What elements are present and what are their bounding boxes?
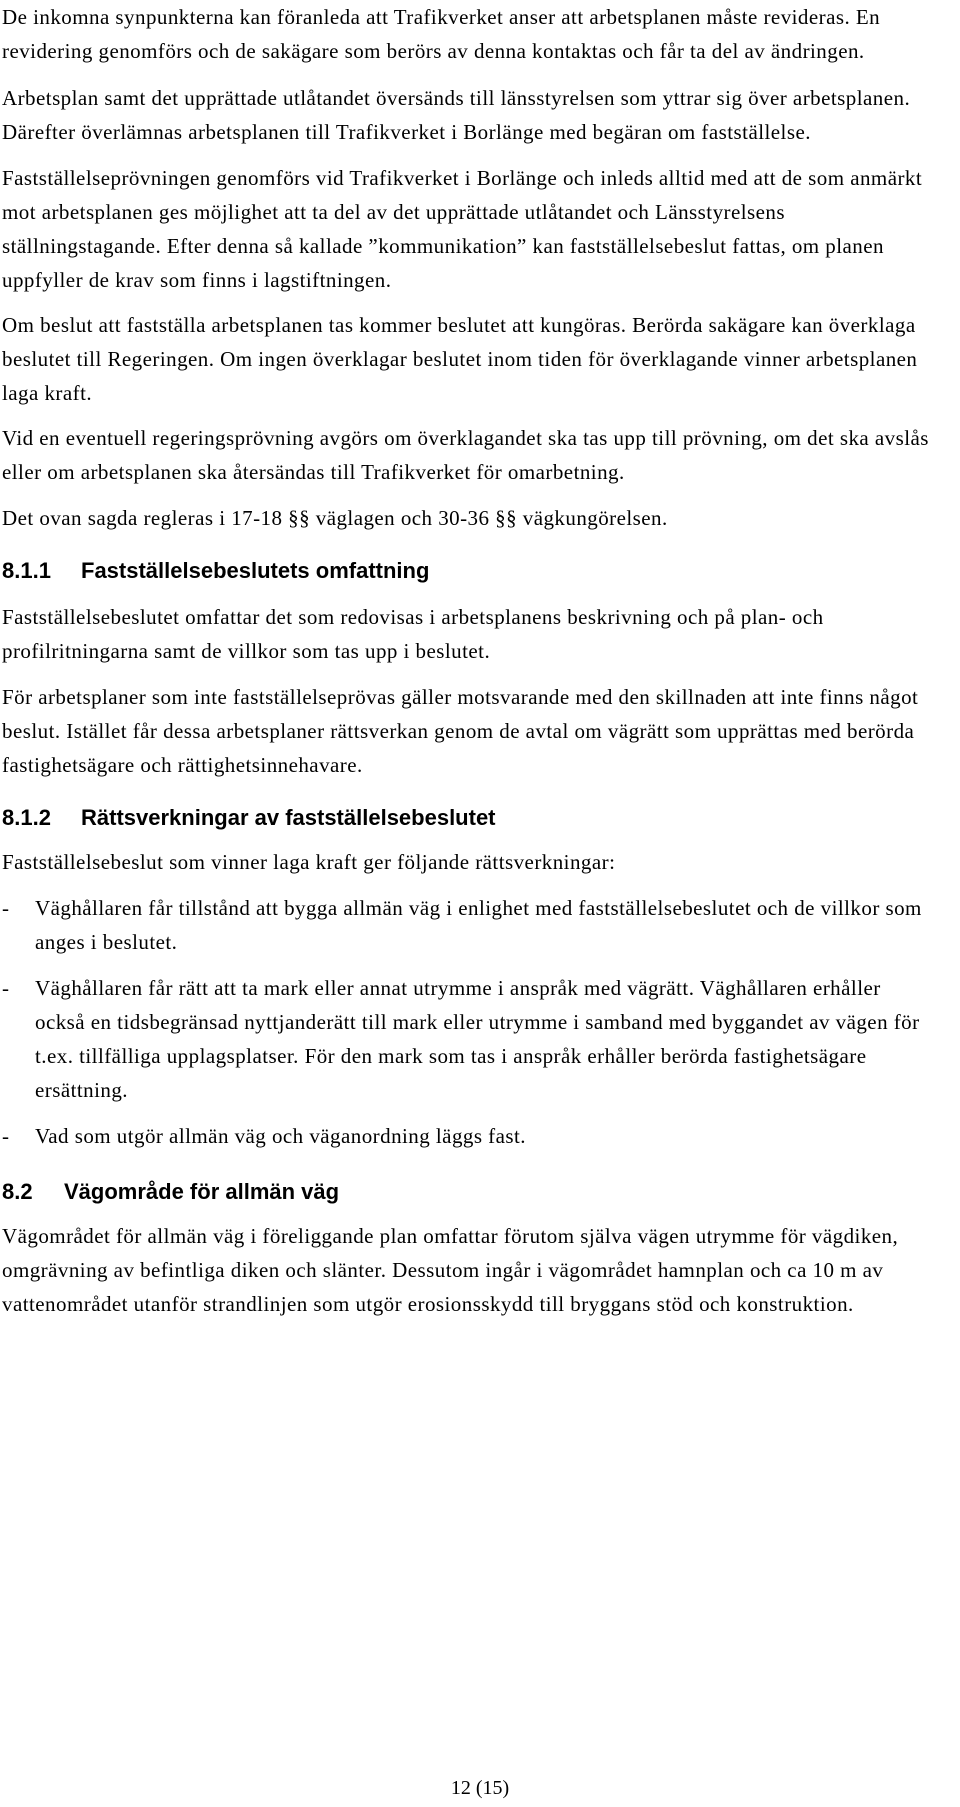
paragraph: Fastställelsebeslutet omfattar det som redovisas i arbetsplanens beskrivning och på plan- och profilritningarna samt de villkor som tas upp i beslutet. [2,605,824,663]
list-dash: - [2,976,10,1000]
section-heading-8-1-2 [0,803,940,833]
consequences-list [0,891,940,1153]
list-item-text: Väghållaren får rätt att ta mark eller annat utrymme i anspråk med vägrätt. Väghållaren erhåller också en tidsbegränsad nyttjanderätt till mark eller utrymme i samband med byggandet av vägen för t.ex. tillfälliga upplagsplatser. För den mark som tas i anspråk erhåller berörda fastighetsägare ersättning. [35,976,920,1102]
list-item [0,971,935,1107]
section-title: Vägområde för allmän väg [64,1179,340,1204]
section-title: Rättsverkningar av fastställelsebeslutet [81,805,496,830]
list-item-text: Väghållaren får tillstånd att bygga allmän väg i enlighet med fastställelsebeslutet och de villkor som anges i beslutet. [35,896,922,954]
list-item [0,1119,935,1153]
paragraph: Arbetsplan samt det upprättade utlåtandet översänds till länsstyrelsen som yttrar sig över arbetsplanen. Därefter överlämnas arbetsplanen till Trafikverket i Borlänge med begäran om fastställelse. [2,86,911,144]
list-item-text: Vad som utgör allmän väg och väganordning läggs fast. [35,1124,526,1148]
list-item [0,891,935,959]
paragraph: Det ovan sagda regleras i 17-18 §§ väglagen och 30-36 §§ vägkungörelsen. [2,506,668,530]
section-number: 8.1.2 [2,805,51,830]
page-number: 12 (15) [450,1777,510,1799]
paragraph: Om beslut att fastställa arbetsplanen tas kommer beslutet att kungöras. Berörda sakägare kan överklaga beslutet till Regeringen. Om ingen överklagar beslutet inom tiden för överklagande vinner arbetsplanen laga kraft. [2,313,918,405]
list-dash: - [2,1124,10,1148]
paragraph: Fastställelsebeslut som vinner laga kraft ger följande rättsverkningar: [2,850,616,874]
paragraph: Vägområdet för allmän väg i föreliggande plan omfattar förutom själva vägen utrymme för vägdiken, omgrävning av befintliga diken och slänter. Dessutom ingår i vägområdet hamnplan och ca 10 m av vattenområdet utanför strandlinjen som utgör erosionsskydd till bryggans stöd och konstruktion. [2,1224,899,1316]
paragraph: Vid en eventuell regeringsprövning avgörs om överklagandet ska tas upp till prövning, om det ska avslås eller om arbetsplanen ska återsändas till Trafikverket för omarbetning. [2,426,929,484]
section-number: 8.2 [2,1179,33,1204]
section-heading-8-1-1 [0,556,940,586]
list-dash: - [2,896,10,920]
section-title: Fastställelsebeslutets omfattning [81,558,430,583]
section-heading-8-2 [0,1177,940,1207]
section-number: 8.1.1 [2,558,51,583]
paragraph: De inkomna synpunkterna kan föranleda att Trafikverket anser att arbetsplanen måste revideras. En revidering genomförs och de sakägare som berörs av denna kontaktas och får ta del av ändringen. [2,5,881,63]
paragraph: För arbetsplaner som inte fastställelseprövas gäller motsvarande med den skillnaden att inte finns något beslut. Istället får dessa arbetsplaner rättsverkan genom de avtal om vägrätt som upprättas med berörda fastighetsägare och rättighetsinnehavare. [2,685,919,777]
paragraph: Fastställelseprövningen genomförs vid Trafikverket i Borlänge och inleds alltid med att de som anmärkt mot arbetsplanen ges möjlighet att ta del av det upprättade utlåtandet och Länsstyrelsens ställningstagande. Efter denna så kallade ”kommunikation” kan fastställelsebeslut fattas, om planen uppfyller de krav som finns i lagstiftningen. [2,166,923,292]
